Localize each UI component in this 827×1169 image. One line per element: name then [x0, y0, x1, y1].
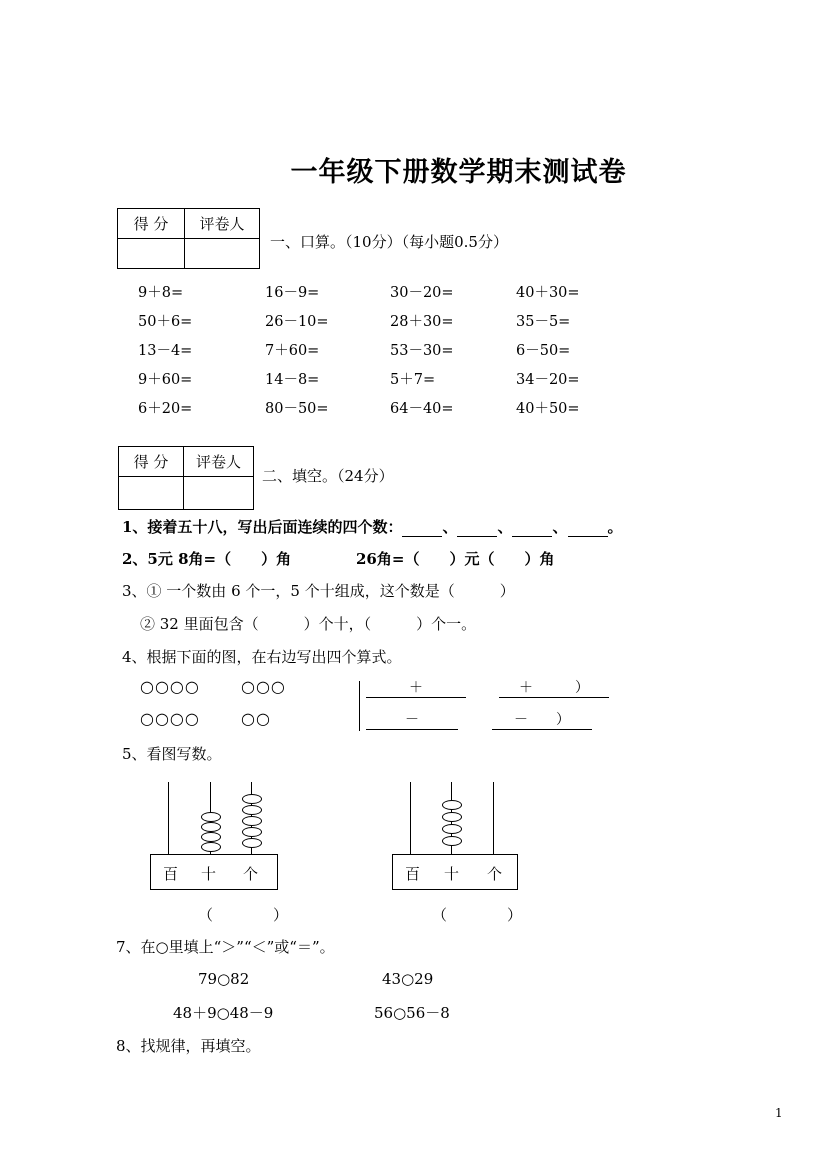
- arith-item: 34－20=: [516, 372, 580, 388]
- score-box-1: [117, 208, 260, 269]
- abacus-base: [150, 854, 278, 890]
- arith-item: 6－50=: [516, 343, 571, 359]
- q1-end: 。: [607, 518, 623, 536]
- abacus-bead: [201, 832, 221, 842]
- abacus-bead: [242, 827, 262, 837]
- label-hundreds: 百: [405, 865, 421, 883]
- abacus-bead: [442, 800, 462, 810]
- arith-item: 7＋60=: [265, 343, 320, 359]
- question-3b: ② 32 里面包含（ ）个十，（ ）个一。: [140, 615, 477, 633]
- arith-item: 9＋60=: [138, 372, 193, 388]
- equation-blank-1[interactable]: ＋: [366, 677, 466, 698]
- label-hundreds: 百: [163, 865, 179, 883]
- q1-text: 1、接着五十八，写出后面连续的四个数：: [122, 518, 403, 536]
- label-ones: 个: [243, 865, 259, 883]
- section1-heading: 一、口算。（10分）（每小题0.5分）: [270, 233, 508, 251]
- abacus-bead: [442, 836, 462, 846]
- q1-sep: 、: [552, 518, 568, 536]
- abacus-base: [392, 854, 518, 890]
- arith-item: 53－30=: [390, 343, 454, 359]
- circles-group: ○○: [241, 709, 271, 728]
- score-header: 得 分: [119, 447, 184, 477]
- arith-item: 64－40=: [390, 401, 454, 417]
- question-1: [122, 516, 623, 537]
- arith-item: 80－50=: [265, 401, 329, 417]
- question-7: 7、在○里填上“＞”“＜”或“＝”。: [116, 938, 335, 956]
- arith-item: 26－10=: [265, 314, 329, 330]
- abacus-rod: [410, 782, 411, 854]
- question-5: 5、看图写数。: [122, 745, 222, 763]
- question-3a: 3、① 一个数由 6 个一，5 个十组成，这个数是（ ）: [122, 582, 515, 600]
- page-number: 1: [775, 1106, 783, 1120]
- compare-item[interactable]: 48＋9○48－9: [173, 1004, 274, 1022]
- circles-group: ○○○○: [140, 677, 200, 696]
- circles-group: ○○○: [241, 677, 286, 696]
- abacus-bead: [242, 805, 262, 815]
- abacus-2-answer[interactable]: （ ）: [432, 906, 523, 924]
- abacus-1: [150, 782, 278, 892]
- grader-cell[interactable]: [184, 477, 254, 510]
- question-8: 8、找规律，再填空。: [116, 1037, 261, 1055]
- arith-item: 13－4=: [138, 343, 193, 359]
- q1-blank-2[interactable]: [457, 522, 497, 537]
- label-ones: 个: [487, 865, 503, 883]
- label-tens: 十: [201, 865, 217, 883]
- score-header: 得 分: [118, 209, 185, 239]
- q1-sep: 、: [497, 518, 513, 536]
- question-2a: 2、5元 8角=（ ）角: [122, 550, 292, 568]
- abacus-rod: [493, 782, 494, 854]
- compare-item[interactable]: 56○56－8: [374, 1004, 450, 1022]
- abacus-2: [392, 782, 520, 892]
- arith-item: 5＋7=: [390, 372, 436, 388]
- abacus-bead: [201, 842, 221, 852]
- page-title: 一年级下册数学期末测试卷: [290, 157, 627, 188]
- abacus-bead: [242, 794, 262, 804]
- arith-item: 50＋6=: [138, 314, 193, 330]
- question-4: 4、根据下面的图，在右边写出四个算式。: [122, 648, 402, 666]
- arith-item: 28＋30=: [390, 314, 454, 330]
- arith-item: 30－20=: [390, 285, 454, 301]
- arith-item: 16－9=: [265, 285, 320, 301]
- section2-heading: 二、填空。（24分）: [262, 467, 394, 485]
- abacus-bead: [242, 816, 262, 826]
- equation-blank-4[interactable]: － ）: [492, 709, 592, 730]
- abacus-rod: [168, 782, 169, 854]
- abacus-bead: [201, 812, 221, 822]
- arith-item: 14－8=: [265, 372, 320, 388]
- equation-blank-2[interactable]: ＋ ）: [499, 677, 609, 698]
- arith-item: 40＋50=: [516, 401, 580, 417]
- q1-blank-4[interactable]: [568, 522, 608, 537]
- q1-sep: 、: [442, 518, 458, 536]
- label-tens: 十: [444, 865, 460, 883]
- grader-header: 评卷人: [184, 447, 254, 477]
- arith-item: 35－5=: [516, 314, 571, 330]
- q1-blank-1[interactable]: [402, 522, 442, 537]
- compare-item[interactable]: 43○29: [382, 970, 434, 988]
- equation-blank-3[interactable]: －: [366, 709, 458, 730]
- score-cell[interactable]: [118, 239, 185, 269]
- compare-item[interactable]: 79○82: [198, 970, 250, 988]
- arith-item: 40＋30=: [516, 285, 580, 301]
- abacus-bead: [242, 838, 262, 848]
- abacus-bead: [442, 812, 462, 822]
- divider-line: [359, 681, 360, 731]
- arith-item: 6＋20=: [138, 401, 193, 417]
- abacus-bead: [201, 822, 221, 832]
- grader-cell[interactable]: [185, 239, 260, 269]
- score-cell[interactable]: [119, 477, 184, 510]
- abacus-1-answer[interactable]: （ ）: [198, 906, 289, 924]
- arith-item: 9＋8=: [138, 285, 184, 301]
- abacus-bead: [442, 824, 462, 834]
- grader-header: 评卷人: [185, 209, 260, 239]
- circles-group: ○○○○: [140, 709, 200, 728]
- q1-blank-3[interactable]: [512, 522, 552, 537]
- score-box-2: [118, 446, 254, 510]
- question-2b: 26角=（ ）元（ ）角: [356, 550, 555, 568]
